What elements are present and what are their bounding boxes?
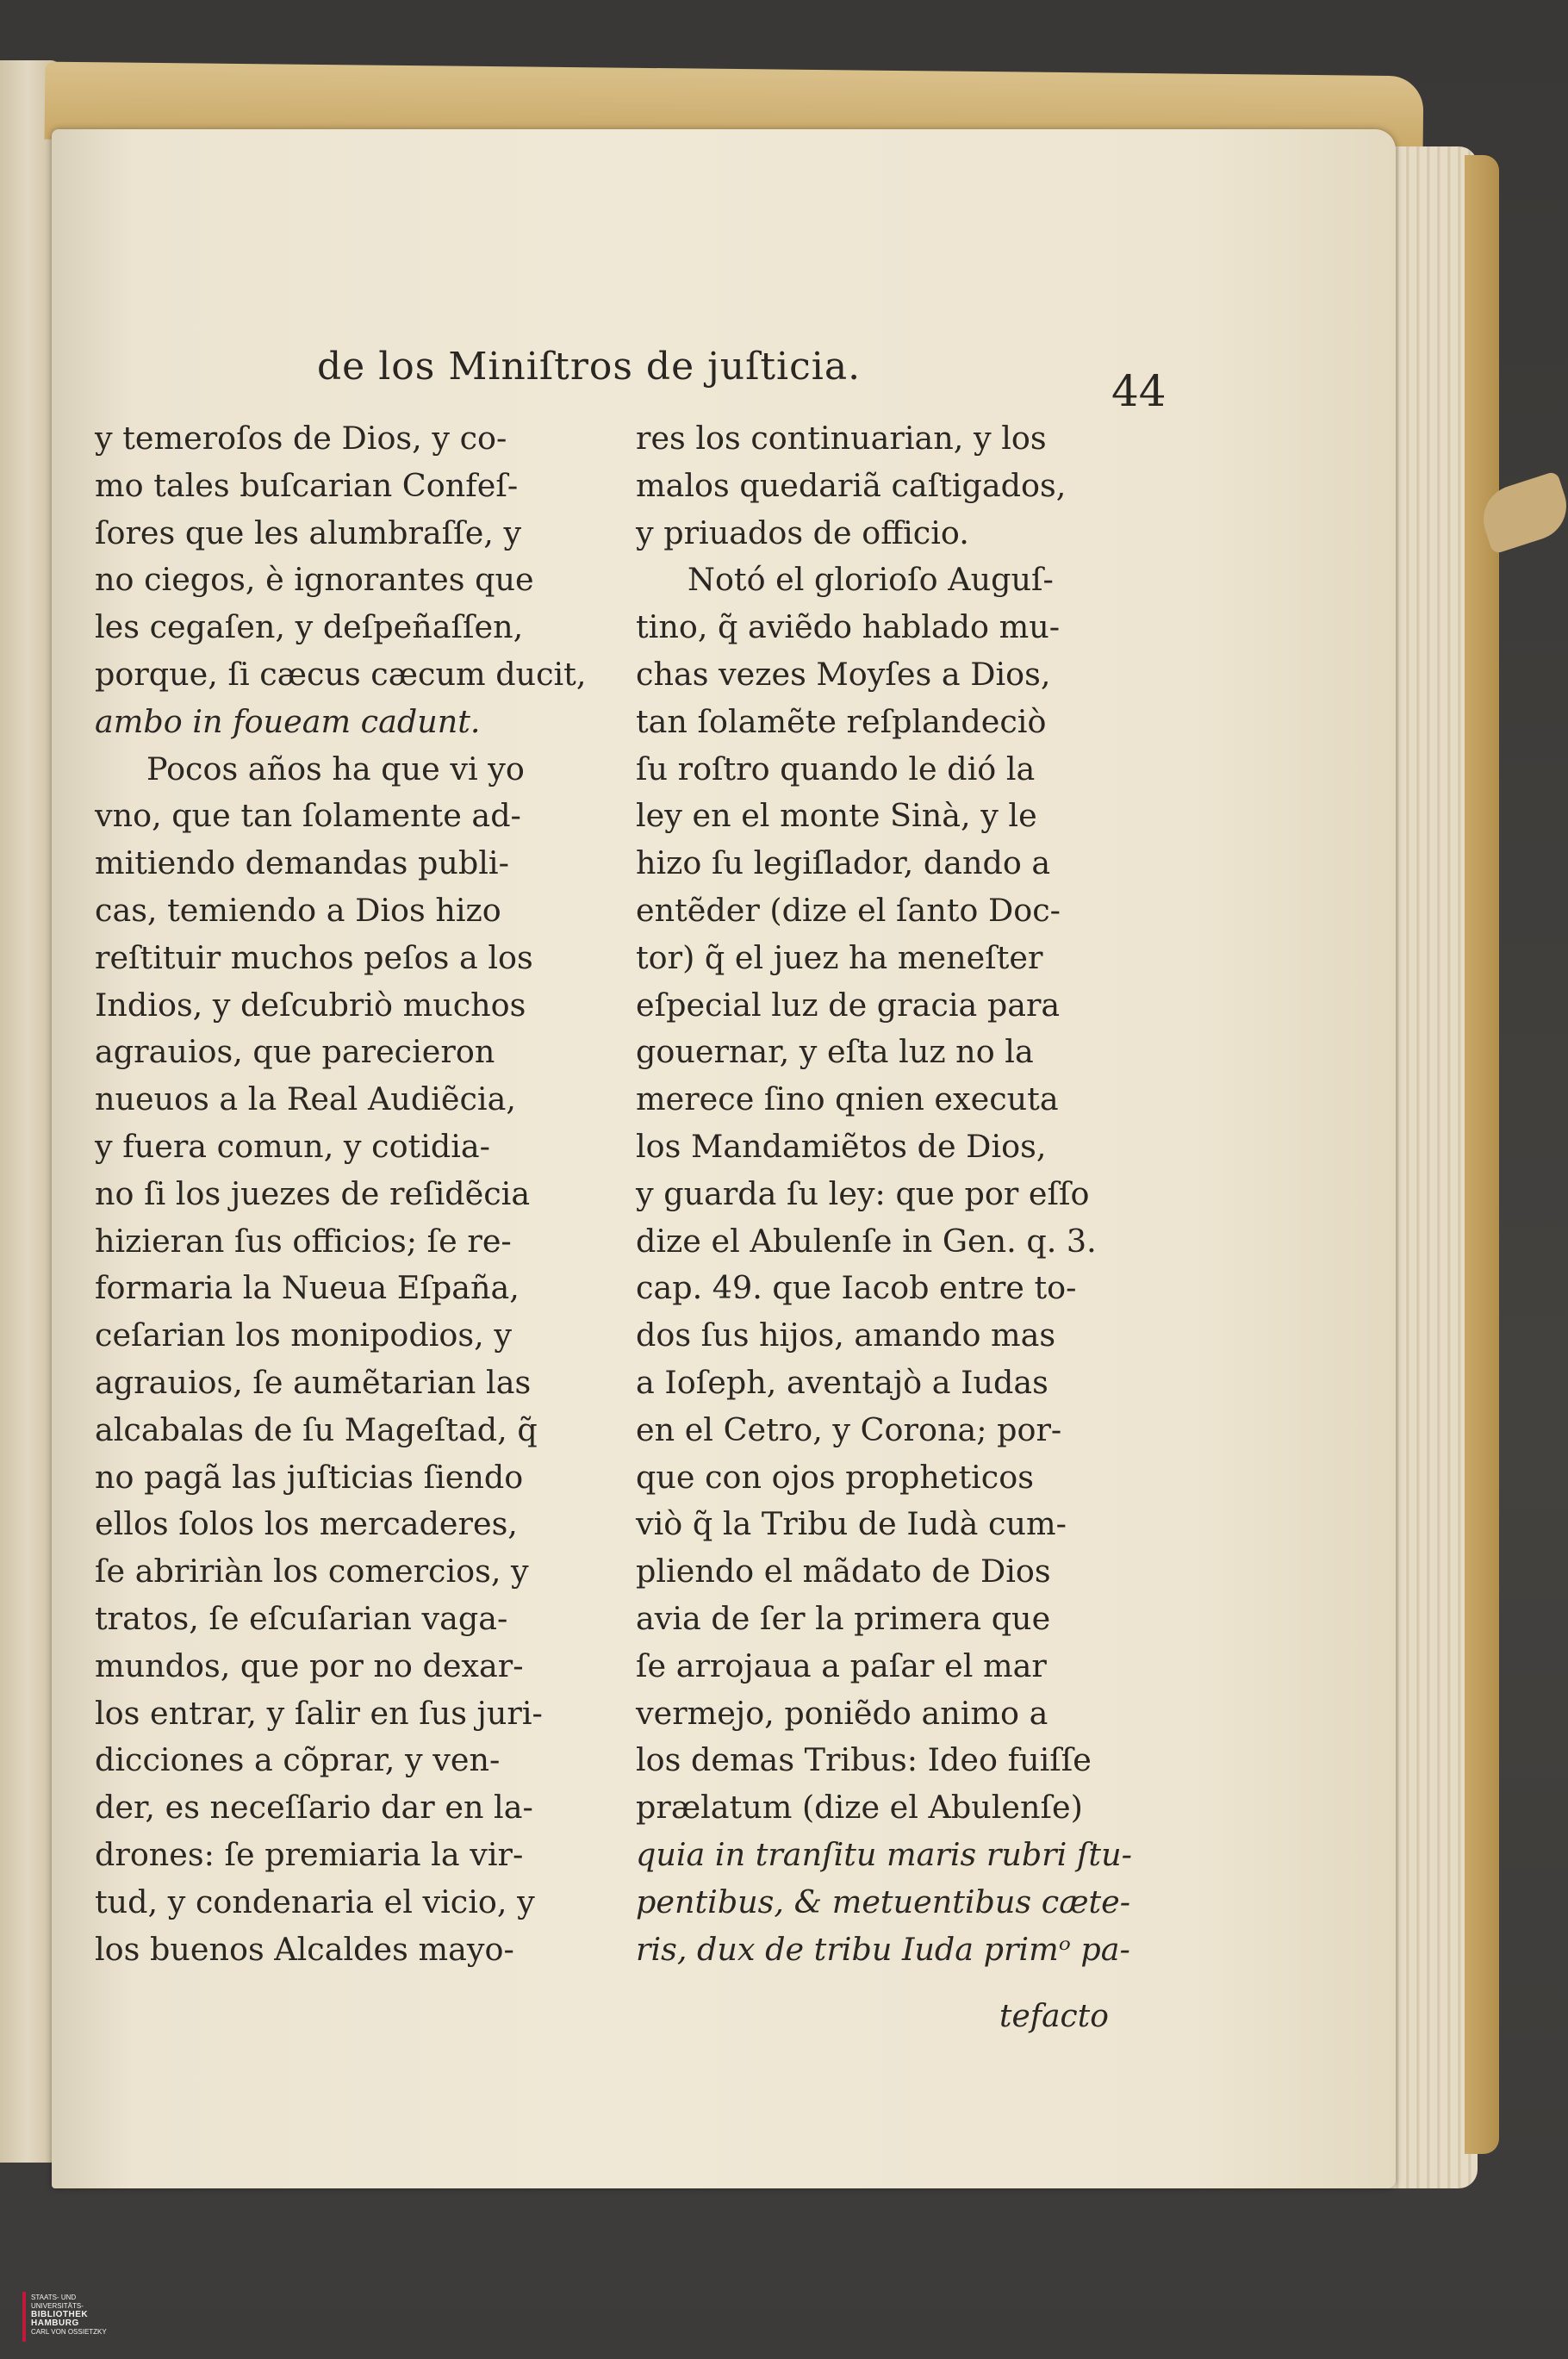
text-line: quia in tranſitu maris rubri ſtu- xyxy=(636,1835,1132,1873)
text-line: mo tales buſcarian Confeſ- xyxy=(95,466,519,504)
text-line: ris, dux de tribu Iuda primᵒ pa- xyxy=(636,1930,1130,1968)
text-line: ſores que les alumbraſſe, y xyxy=(95,514,522,551)
text-line: y guarda ſu ley: que por eſſo xyxy=(636,1174,1090,1212)
running-title: de los Miniſtros de juſticia. xyxy=(317,345,862,389)
text-line: y temeroſos de Dios, y co- xyxy=(95,420,507,457)
text-line: res los continuarian, y los xyxy=(636,420,1047,457)
text-line: ceſarian los monipodios, y xyxy=(95,1316,512,1354)
right-text-column xyxy=(636,415,1144,1973)
text-line: tan ſolamẽte reſplandeciò xyxy=(636,702,1047,740)
text-line: hizieran ſus officios; ſe re- xyxy=(95,1222,512,1260)
text-line: a Ioſeph, aventajò a Iudas xyxy=(636,1363,1048,1401)
text-line: pentibus, & metuentibus cæte- xyxy=(636,1883,1131,1920)
text-line: les cegaſen, y deſpeñaſſen, xyxy=(95,608,524,646)
library-logo xyxy=(22,2292,107,2345)
text-line: Indios, y deſcubriò muchos xyxy=(95,986,526,1024)
text-line: vno, que tan ſolamente ad- xyxy=(95,797,521,835)
text-line: alcabalas de ſu Mageſtad, q̃ xyxy=(95,1410,538,1448)
text-line: nueuos a la Real Audiẽcia, xyxy=(95,1080,516,1118)
text-line: los buenos Alcaldes mayo- xyxy=(95,1930,514,1968)
text-line: hizo ſu legiſlador, dando a xyxy=(636,844,1051,882)
text-line: viò q̃ la Tribu de Iudà cum- xyxy=(636,1505,1067,1543)
text-line: chas vezes Moyſes a Dios, xyxy=(636,655,1051,693)
logo-accent-bar xyxy=(22,2292,26,2342)
logo-line: CARL VON OSSIETZKY xyxy=(31,2328,107,2336)
text-line: dize el Abulenſe in Gen. q. 3. xyxy=(636,1222,1097,1260)
text-line: ſe abririàn los comercios, y xyxy=(95,1553,529,1590)
text-line: avia de ſer la primera que xyxy=(636,1599,1051,1637)
text-line: dicciones a cõprar, y ven- xyxy=(95,1741,501,1779)
text-line: agrauios, ſe aumẽtarian las xyxy=(95,1363,532,1401)
text-line: ſe arrojaua a paſar el mar xyxy=(636,1646,1047,1684)
text-line: ellos ſolos los mercaderes, xyxy=(95,1505,518,1543)
text-line: los demas Tribus: Ideo fuiſſe xyxy=(636,1741,1092,1779)
text-line: prælatum (dize el Abulenſe) xyxy=(636,1789,1083,1827)
text-line: reſtituir muchos peſos a los xyxy=(95,938,533,976)
text-line: drones: ſe premiaria la vir- xyxy=(95,1835,524,1873)
text-line: malos quedariã caſtigados, xyxy=(636,466,1067,504)
text-line: pliendo el mãdato de Dios xyxy=(636,1553,1051,1590)
text-line: los entrar, y ſalir en ſus juri- xyxy=(95,1694,543,1732)
text-line: tor) q̃ el juez ha meneſter xyxy=(636,938,1043,976)
text-line: cas, temiendo a Dios hizo xyxy=(95,891,501,929)
text-line: formaria la Nueua Eſpaña, xyxy=(95,1269,520,1307)
text-line: der, es neceſſario dar en la- xyxy=(95,1789,533,1827)
vellum-cover-right xyxy=(1465,155,1499,2154)
text-line: agrauios, que parecieron xyxy=(95,1033,495,1071)
text-line: vermejo, poniẽdo animo a xyxy=(636,1694,1048,1732)
text-line: tino, q̃ aviẽdo hablado mu- xyxy=(636,608,1061,646)
text-line: ley en el monte Sinà, y le xyxy=(636,797,1037,835)
text-line: Pocos años ha que vi yo xyxy=(146,750,525,787)
text-line: en el Cetro, y Corona; por- xyxy=(636,1410,1062,1448)
text-line: ſu roſtro quando le dió la xyxy=(636,750,1036,787)
text-line: porque, ſi cæcus cæcum ducit, xyxy=(95,655,587,693)
text-line: mundos, que por no dexar- xyxy=(95,1646,524,1684)
text-line: mitiendo demandas publi- xyxy=(95,844,509,882)
text-line: gouernar, y eſta luz no la xyxy=(636,1033,1034,1071)
text-line: tud, y condenaria el vicio, y xyxy=(95,1883,535,1920)
text-line: no ſi los juezes de reſidẽcia xyxy=(95,1174,531,1212)
text-line: no ciegos, è ignorantes que xyxy=(95,561,534,599)
text-line: eſpecial luz de gracia para xyxy=(636,986,1061,1024)
text-line: Notó el glorioſo Auguſ- xyxy=(688,561,1054,599)
folio-number: 44 xyxy=(1111,366,1167,416)
logo-text xyxy=(31,2294,126,2337)
text-line: que con ojos propheticos xyxy=(636,1458,1034,1496)
text-line: los Mandamiẽtos de Dios, xyxy=(636,1127,1047,1165)
text-line: y priuados de officio. xyxy=(636,514,969,551)
text-line: merece ſino qnien executa xyxy=(636,1080,1059,1118)
text-line: no pagã las juſticias ſiendo xyxy=(95,1458,524,1496)
text-line: entẽder (dize el ſanto Doc- xyxy=(636,891,1061,929)
catchword: tefacto xyxy=(999,1999,1109,2034)
left-text-column xyxy=(95,415,603,1973)
text-line: dos ſus hijos, amando mas xyxy=(636,1316,1056,1354)
logo-line: HAMBURG xyxy=(31,2319,79,2328)
text-line: cap. 49. que Iacob entre to- xyxy=(636,1269,1077,1307)
text-line: tratos, ſe eſcuſarian vaga- xyxy=(95,1599,508,1637)
logo-line: STAATS- UND UNIVERSITÄTS- xyxy=(31,2294,84,2310)
logo-line: BIBLIOTHEK xyxy=(31,2310,89,2319)
text-line: y fuera comun, y cotidia- xyxy=(95,1127,491,1165)
text-line: ambo in foueam cadunt. xyxy=(95,702,481,740)
